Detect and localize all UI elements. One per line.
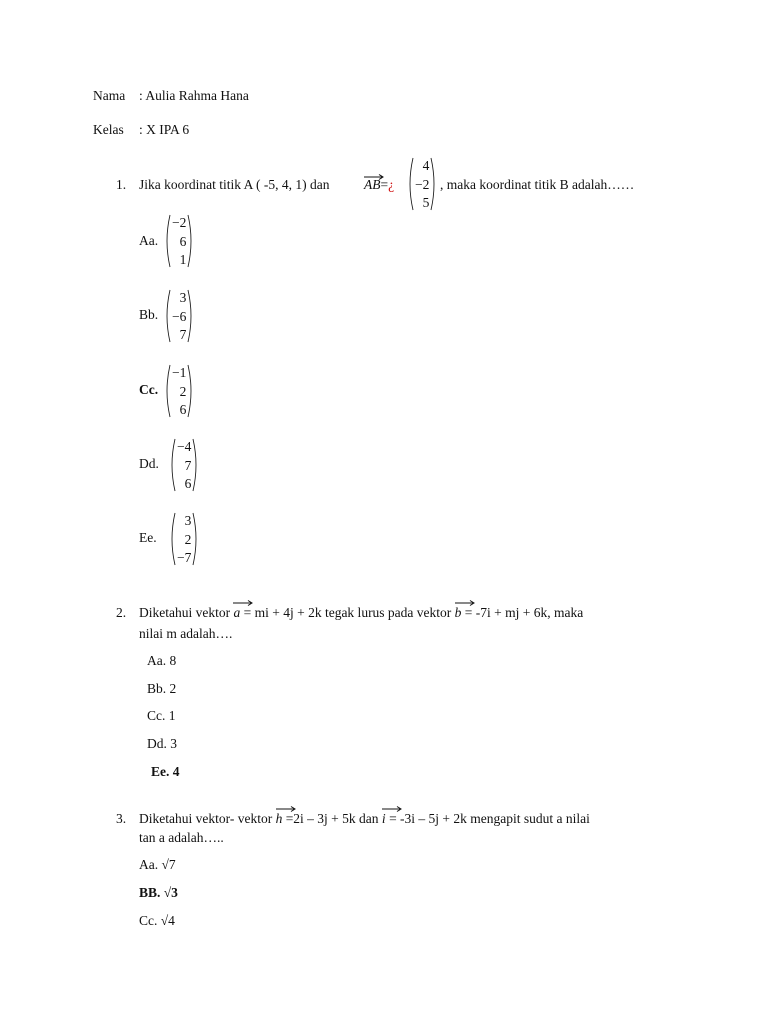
- q1-option-label: Dd.: [139, 456, 159, 471]
- q1-equals: =: [380, 177, 389, 192]
- name-value: : Aulia Rahma Hana: [139, 88, 249, 103]
- left-paren-icon: [163, 289, 171, 343]
- left-paren-icon: [163, 214, 171, 268]
- matrix-cell: −4: [177, 439, 192, 454]
- matrix-cell: 6: [179, 233, 187, 249]
- q1-text-after: , maka koordinat titik B adalah……: [440, 177, 635, 192]
- q2-line1: [139, 603, 583, 623]
- q3-option: Aa. √7: [139, 857, 176, 872]
- vector-arrow-icon: [364, 174, 384, 180]
- matrix-cell: 5: [422, 195, 430, 210]
- q3-text: Diketahui vektor- vektor: [139, 811, 276, 826]
- q1-option-a-matrix: [163, 214, 195, 268]
- q3-option: BB. √3: [139, 885, 178, 900]
- q2-number: 2.: [116, 605, 127, 620]
- q1-vector-ab: [364, 177, 394, 193]
- q3-text: =2i – 3j + 5k dan: [282, 811, 382, 826]
- matrix-cell: −2: [172, 215, 187, 230]
- q1-glyph: ¿: [388, 177, 395, 192]
- vector-arrow-icon: [455, 600, 475, 606]
- q1-option-label: Ee.: [139, 530, 157, 545]
- right-paren-icon: [187, 214, 195, 268]
- q1-option-label: Bb.: [139, 307, 159, 322]
- q1-text-before: Jika koordinat titik A ( -5, 4, 1) dan: [139, 177, 330, 192]
- class-value: : X IPA 6: [139, 122, 190, 137]
- vector-arrow-icon: [382, 806, 402, 812]
- matrix-cell: 2: [184, 531, 192, 547]
- right-paren-icon: [187, 364, 195, 418]
- q2-option: Ee. 4: [151, 764, 180, 779]
- q2-option: Cc. 1: [147, 708, 176, 723]
- q1-option-label: Aa.: [139, 233, 159, 248]
- vector-arrow-icon: [276, 806, 296, 812]
- q1-vector-matrix: [406, 157, 438, 211]
- matrix-cell: 7: [179, 327, 187, 342]
- q2-option: Aa. 8: [147, 653, 177, 668]
- right-paren-icon: [430, 157, 438, 211]
- q3-line2: tan a adalah…..: [139, 830, 224, 845]
- matrix-cell: 4: [422, 158, 430, 173]
- matrix-cell: −2: [415, 176, 430, 192]
- q2-text: = mi + 4j + 2k tegak lurus pada vektor: [240, 605, 455, 620]
- left-paren-icon: [168, 438, 176, 492]
- q2-line2: nilai m adalah….: [139, 626, 233, 641]
- right-paren-icon: [187, 289, 195, 343]
- q1-option-d-matrix: [168, 438, 200, 492]
- q3-vector-h: h: [275, 811, 283, 826]
- class-label: Kelas: [93, 122, 124, 137]
- matrix-cell: 7: [184, 457, 192, 473]
- right-paren-icon: [192, 512, 200, 566]
- q3-number: 3.: [116, 811, 127, 826]
- q1-vector-name: AB: [364, 177, 381, 192]
- left-paren-icon: [406, 157, 414, 211]
- matrix-cell: −6: [172, 308, 187, 324]
- q2-text: = -7i + mj + 6k, maka: [461, 605, 584, 620]
- q2-vector-a: a: [233, 605, 241, 620]
- left-paren-icon: [163, 364, 171, 418]
- q1-option-label: Cc.: [139, 382, 159, 397]
- q3-line1: [139, 809, 590, 829]
- q1-option-e-matrix: [168, 512, 200, 566]
- left-paren-icon: [168, 512, 176, 566]
- matrix-cell: −1: [172, 365, 187, 380]
- matrix-cell: 1: [179, 252, 187, 267]
- matrix-cell: 6: [184, 476, 192, 491]
- q1-option-b-matrix: [163, 289, 195, 343]
- right-paren-icon: [192, 438, 200, 492]
- name-label: Nama: [93, 88, 126, 103]
- matrix-cell: 3: [184, 513, 192, 528]
- q3-text: = -3i – 5j + 2k mengapit sudut a nilai: [385, 811, 590, 826]
- matrix-cell: 3: [179, 290, 187, 305]
- q3-option: Cc. √4: [139, 913, 175, 928]
- q2-text: Diketahui vektor: [139, 605, 234, 620]
- q2-option: Dd. 3: [147, 736, 177, 751]
- q2-option: Bb. 2: [147, 681, 177, 696]
- vector-arrow-icon: [233, 600, 253, 606]
- matrix-cell: −7: [177, 550, 192, 565]
- matrix-cell: 2: [179, 383, 187, 399]
- q2-vector-b: b: [454, 605, 462, 620]
- q1-option-c-matrix: [163, 364, 195, 418]
- matrix-cell: 6: [179, 402, 187, 417]
- q1-number: 1.: [116, 177, 127, 192]
- q3-vector-i: i: [381, 811, 386, 826]
